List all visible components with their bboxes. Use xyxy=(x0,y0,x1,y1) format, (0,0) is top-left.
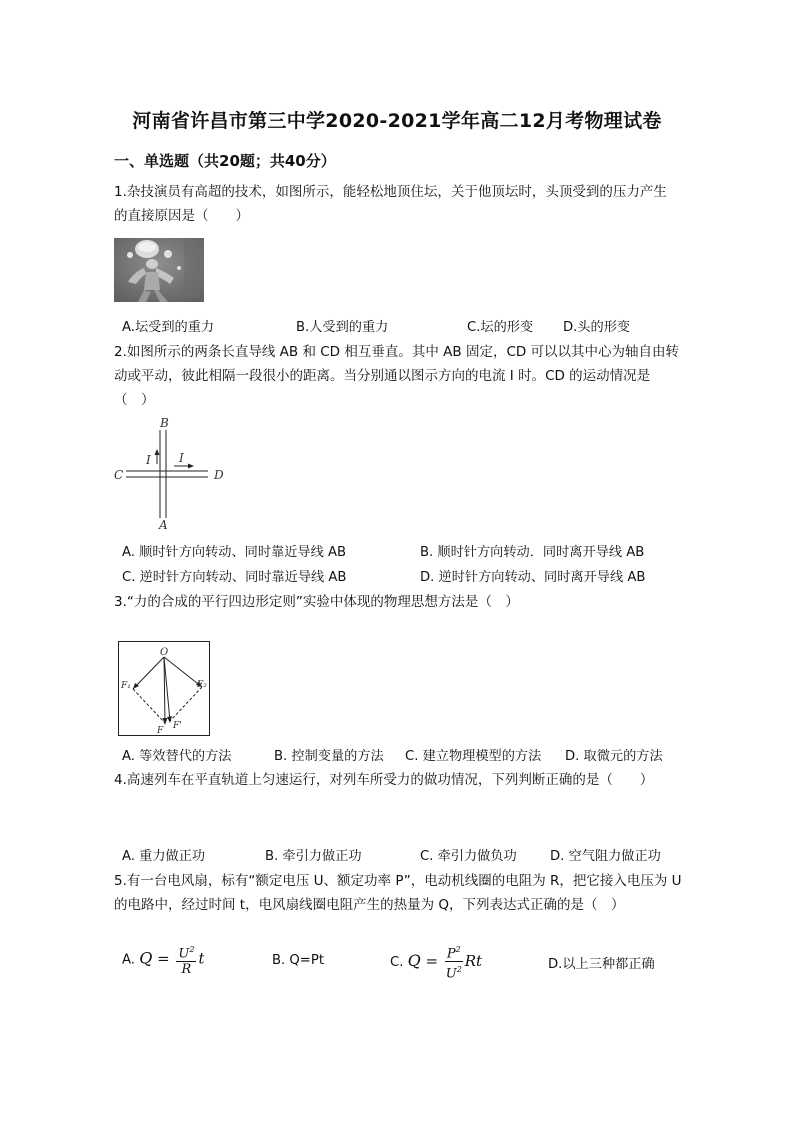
q4-text-line1: 4.高速列车在平直轨道上匀速运行，对列车所受力的做功情况，下列判断正确的是（ ） xyxy=(114,772,654,788)
q2-wire-diagram xyxy=(108,414,234,532)
q1-text-line1: 1.杂技演员有高超的技术，如图所示，能轻松地顶住坛，关于他顶坛时，头顶受到的压力产生 xyxy=(114,184,667,200)
q2-label-a: A xyxy=(159,518,168,532)
q1-text-line2: 的直接原因是（ ） xyxy=(114,208,249,224)
q1-option-b[interactable]: B.人受到的重力 xyxy=(296,320,389,335)
q2-label-current-ab: I xyxy=(146,453,151,467)
q3-option-c[interactable]: C. 建立物理模型的方法 xyxy=(405,749,542,764)
q2-label-d: D xyxy=(214,468,224,482)
q2-text-line1: 2.如图所示的两条长直导线 AB 和 CD 相互垂直。其中 AB 固定，CD 可以以其中心为轴自由转 xyxy=(114,344,680,360)
page-title: 河南省许昌市第三中学2020-2021学年高二12月考物理试卷 xyxy=(132,110,662,132)
q5-option-a[interactable]: A. Q = $\frac{U^2}{R}$ t xyxy=(122,942,205,977)
q3-label-o: O xyxy=(160,647,169,658)
q2-option-b[interactable]: B. 顺时针方向转动．同时离开导线 AB xyxy=(420,545,645,560)
q4-option-d[interactable]: D. 空气阻力做正功 xyxy=(550,849,661,864)
q2-text-line3: （ ） xyxy=(114,392,155,408)
q1-option-c[interactable]: C.坛的形变 xyxy=(467,320,534,335)
q2-label-c: C xyxy=(114,468,124,482)
q2-text-line2: 动或平动，彼此相隔一段很小的距离。当分别通以图示方向的电流 I 时。CD 的运动情况是 xyxy=(114,368,651,384)
q2-option-a[interactable]: A. 顺时针方向转动、同时靠近导线 AB xyxy=(122,545,347,560)
q5-option-d[interactable]: D.以上三种都正确 xyxy=(548,957,655,972)
q2-label-b: B xyxy=(160,416,169,430)
section-heading: 一、单选题（共20题；共40分） xyxy=(114,152,336,170)
q3-label-f2: F₂ xyxy=(197,680,207,690)
q5-option-c[interactable]: C. Q = $\frac{P^2}{U^2}$ Rt xyxy=(390,942,482,982)
q3-force-diagram xyxy=(118,641,211,737)
q2-option-c[interactable]: C. 逆时针方向转动、同时靠近导线 AB xyxy=(122,570,347,585)
q3-label-f: F xyxy=(157,726,164,736)
q3-label-f1: F₁ xyxy=(121,681,131,691)
q3-option-d[interactable]: D. 取微元的方法 xyxy=(565,749,663,764)
q1-option-a[interactable]: A.坛受到的重力 xyxy=(122,320,215,335)
q5-text-line1: 5.有一台电风扇，标有“额定电压 U、额定功率 P”，电动机线圈的电阻为 R，把它接入电压为 U xyxy=(114,873,682,889)
q4-option-b[interactable]: B. 牵引力做正功 xyxy=(265,849,362,864)
q5-option-b[interactable]: B. Q=Pt xyxy=(272,953,324,968)
q1-option-d[interactable]: D.头的形变 xyxy=(563,320,631,335)
q1-photo-acrobat xyxy=(114,238,204,302)
q4-option-c[interactable]: C. 牵引力做负功 xyxy=(420,849,517,864)
q3-option-b[interactable]: B. 控制变量的方法 xyxy=(274,749,384,764)
q2-option-d[interactable]: D. 逆时针方向转动、同时离开导线 AB xyxy=(420,570,646,585)
q3-option-a[interactable]: A. 等效替代的方法 xyxy=(122,749,232,764)
q3-label-f-prime: F' xyxy=(173,721,182,731)
q5-a-fraction: $\frac{U^2}{R}$ xyxy=(176,942,196,977)
q3-text-line1: 3.“力的合成的平行四边形定则”实验中体现的物理思想方法是（ ） xyxy=(114,594,519,610)
q4-option-a[interactable]: A. 重力做正功 xyxy=(122,849,206,864)
q2-label-current-cd: I xyxy=(179,451,184,465)
q5-c-fraction: $\frac{P^2}{U^2}$ xyxy=(445,942,463,982)
q5-text-line2: 的电路中，经过时间 t，电风扇线圈电阻产生的热量为 Q，下列表达式正确的是（ ） xyxy=(114,897,625,913)
